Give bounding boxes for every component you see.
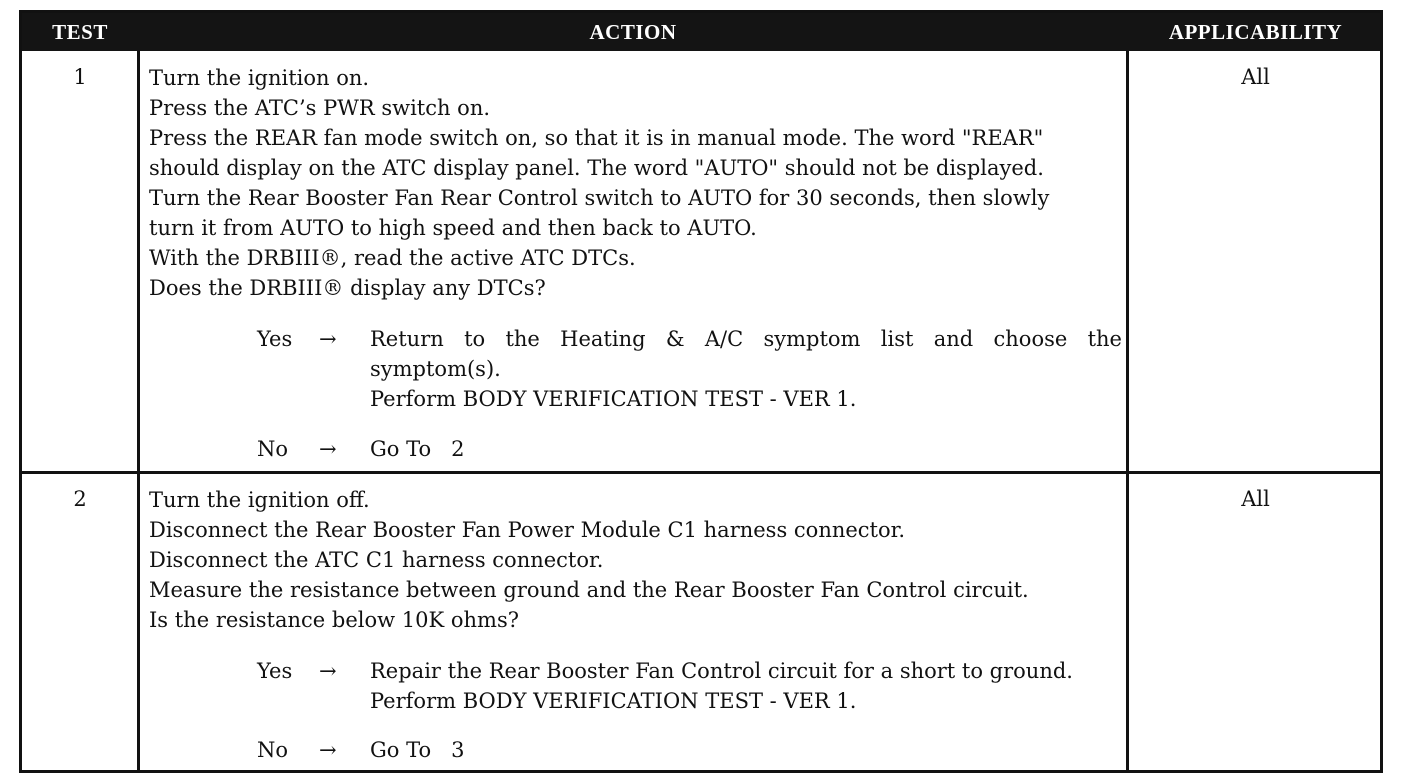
no-outcome-2: Go To 3: [370, 738, 465, 762]
arrow-right-icon: →: [319, 659, 337, 683]
action-steps-2: [149, 485, 1124, 635]
step-line: Press the ATC’s PWR switch on.: [149, 96, 491, 120]
column-divider-test: [137, 51, 140, 771]
no-label: No: [257, 738, 289, 762]
applicability-1: All: [1241, 65, 1270, 89]
yes-outcome-2: [370, 656, 1122, 716]
step-line: Turn the Rear Booster Fan Rear Control switch to AUTO for 30 seconds, then slowly: [149, 186, 1050, 210]
no-outcome-1: Go To 2: [370, 437, 465, 461]
step-line: With the DRBIII®, read the active ATC DTCs.: [149, 246, 636, 270]
arrow-right-icon: →: [319, 738, 337, 762]
step-line: Is the resistance below 10K ohms?: [149, 608, 519, 632]
step-line: Turn the ignition on.: [149, 66, 370, 90]
step-line: Press the REAR fan mode switch on, so that it is in manual mode. The word "REAR": [149, 126, 1044, 150]
header-action: ACTION: [589, 20, 677, 44]
yes-outcome-line-2: Perform BODY VERIFICATION TEST - VER 1.: [370, 689, 857, 713]
step-line: Does the DRBIII® display any DTCs?: [149, 276, 546, 300]
diagnostic-test-table: [19, 10, 1383, 773]
column-divider-action: [1126, 51, 1129, 771]
no-label: No: [257, 437, 289, 461]
step-line: Measure the resistance between ground and the Rear Booster Fan Control circuit.: [149, 578, 1029, 602]
test-number-2: 2: [73, 487, 87, 511]
test-number-1: 1: [73, 65, 87, 89]
yes-label: Yes: [257, 327, 293, 351]
step-line: should display on the ATC display panel. The word "AUTO" should not be displayed.: [149, 156, 1044, 180]
row-divider: [22, 471, 1380, 474]
header-test: TEST: [52, 20, 108, 44]
arrow-right-icon: →: [319, 327, 337, 351]
yes-outcome-line-1: Return to the Heating & A/C symptom list and choose the: [370, 327, 1122, 351]
yes-outcome-line-1: Repair the Rear Booster Fan Control circuit for a short to ground.: [370, 659, 1073, 683]
step-line: Disconnect the ATC C1 harness connector.: [149, 548, 604, 572]
yes-label: Yes: [257, 659, 293, 683]
yes-outcome-line-2: symptom(s).: [370, 357, 501, 381]
action-steps-1: [149, 63, 1124, 303]
step-line: turn it from AUTO to high speed and then back to AUTO.: [149, 216, 757, 240]
applicability-2: All: [1241, 487, 1270, 511]
arrow-right-icon: →: [319, 437, 337, 461]
table-header: [22, 13, 1380, 51]
yes-outcome-line-3: Perform BODY VERIFICATION TEST - VER 1.: [370, 387, 857, 411]
header-applicability: APPLICABILITY: [1168, 20, 1343, 44]
yes-outcome-1: [370, 324, 1122, 414]
step-line: Turn the ignition off.: [149, 488, 370, 512]
step-line: Disconnect the Rear Booster Fan Power Module C1 harness connector.: [149, 518, 906, 542]
